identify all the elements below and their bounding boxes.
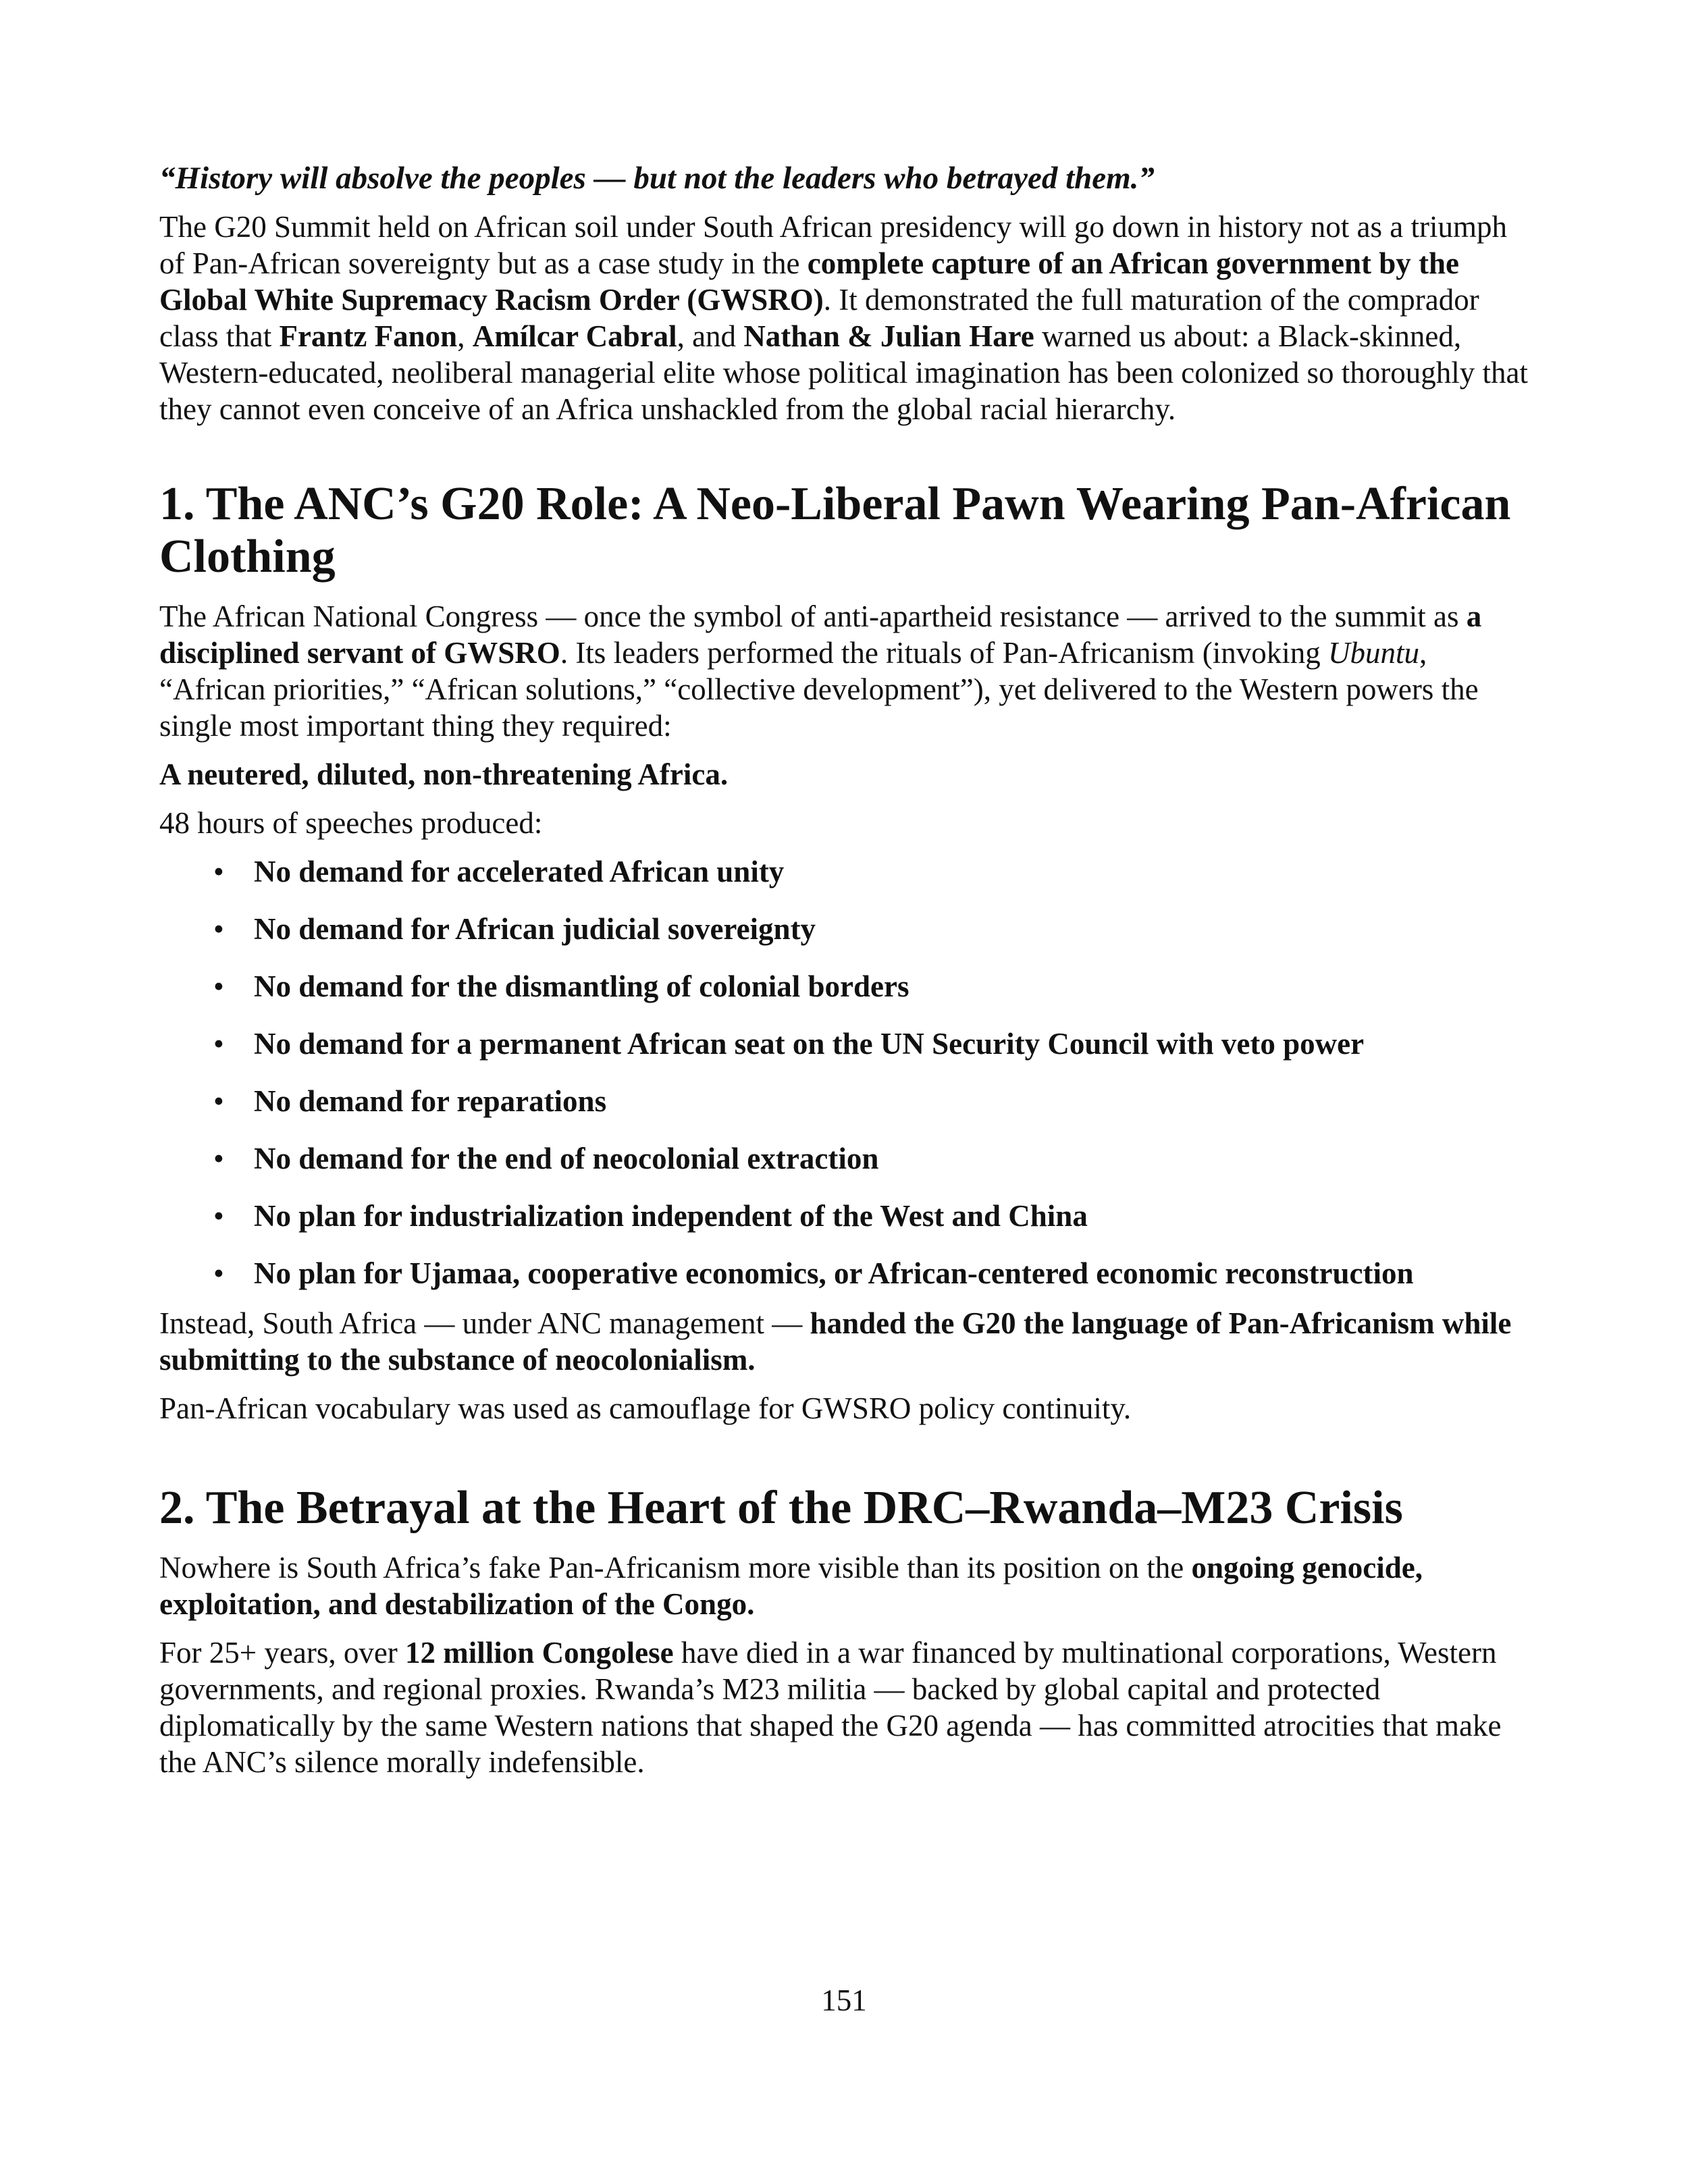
bullet-icon: • [213,969,224,1003]
list-item-text: No demand for accelerated African unity [254,855,785,888]
bullet-icon: • [213,1199,224,1233]
list-item-text: No plan for Ujamaa, cooperative economics, or African-centered economic reconstruction [254,1256,1414,1290]
section-1-paragraph-3: Pan-African vocabulary was used as camouflage for GWSRO policy continuity. [159,1391,1132,1425]
section-2-heading: 2. The Betrayal at the Heart of the DRC–Rwanda–M23 Crisis [159,1482,1403,1534]
list-item-text: No demand for a permanent African seat on the UN Security Council with veto power [254,1027,1365,1061]
list-item [159,1083,1537,1119]
section-1-paragraph-1 [159,598,1537,744]
epigraph-quote: “History will absolve the peoples — but not the leaders who betrayed them.” [159,161,1155,196]
section-1-heading: 1. The ANC’s G20 Role: A Neo-Liberal Pawn Wearing Pan-African Clothing [159,478,1511,583]
list-item [159,1140,1537,1177]
s2p2-text-2: have died in a war financed by multinational corporations, Western governments, and regional proxies. Rwanda’s M23 militia — backed by global capital and protected diplomatically by the same Western nations that shaped the G20 agenda — has committed atrocities that make the ANC’s silence morally indefensible. [159,1636,1502,1779]
list-item-text: No demand for reparations [254,1084,607,1118]
list-item [159,968,1537,1005]
intro-bold-hare: Nathan & Julian Hare [743,319,1034,353]
list-item [159,853,1537,890]
s1p2-bold-language: handed the G20 the language of Pan-Africanism while submitting to the substance of neocolonialism. [159,1306,1512,1377]
section-1-speeches-intro: 48 hours of speeches produced: [159,806,543,840]
section-2-paragraph-2 [159,1634,1537,1780]
list-item-text: No demand for African judicial sovereignty [254,912,816,946]
s1p1-italic-ubuntu: Ubuntu [1328,636,1419,670]
bullet-icon: • [213,1084,224,1118]
list-item-text: No plan for industrialization independent of the West and China [254,1199,1088,1233]
section-1-paragraph-2 [159,1305,1537,1378]
s1p1-text-1: The African National Congress — once the symbol of anti-apartheid resistance — arrived to the summit as [159,600,1467,633]
intro-bold-capture: complete capture of an African government by the Global White Supremacy Racism Order (GWSRO) [159,246,1459,317]
intro-paragraph [159,209,1537,427]
intro-text-2: . It demonstrated the full maturation of the comprador class that [159,283,1479,353]
intro-text-4: , and [677,319,744,353]
list-item [159,911,1537,947]
s1p1-text-3: , “African priorities,” “African solutions,” “collective development”), yet delivered to the Western powers the single most important thing they required: [159,636,1479,743]
bullet-icon: • [213,1142,224,1175]
bullet-icon: • [213,912,224,946]
document-page [159,159,1537,1792]
intro-bold-fanon: Frantz Fanon [279,319,458,353]
list-item-text: No demand for the dismantling of colonial borders [254,969,909,1003]
list-item [159,1026,1537,1062]
intro-text-3: , [457,319,473,353]
s1p1-text-2: . Its leaders performed the rituals of Pan-Africanism (invoking [560,636,1328,670]
bullet-icon: • [213,1256,224,1290]
s2p2-text-1: For 25+ years, over [159,1636,406,1670]
s2p2-bold-congolese: 12 million Congolese [405,1636,674,1670]
s2p1-text-1: Nowhere is South Africa’s fake Pan-Africanism more visible than its position on the [159,1551,1192,1584]
s1p2-text-1: Instead, South Africa — under ANC management — [159,1306,810,1340]
section-2-paragraph-1 [159,1549,1537,1622]
list-item [159,1255,1537,1291]
s2p1-bold-genocide: ongoing genocide, exploitation, and destabilization of the Congo. [159,1551,1423,1621]
intro-bold-cabral: Amílcar Cabral [472,319,677,353]
list-item-text: No demand for the end of neocolonial extraction [254,1142,879,1175]
bullet-icon: • [213,855,224,888]
intro-text-1: The G20 Summit held on African soil under South African presidency will go down in history not as a triumph of Pan-African sovereignty but as a case study in the [159,210,1507,280]
page-number: 151 [821,1983,867,2017]
intro-text-5: warned us about: a Black-skinned, Western-educated, neoliberal managerial elite whose political imagination has been colonized so thoroughly that they cannot even conceive of an Africa unshackled from the global racial hierarchy. [159,319,1528,426]
list-item [159,1198,1537,1234]
demands-list [159,853,1537,1291]
bullet-icon: • [213,1027,224,1061]
s1p1-bold-servant: a disciplined servant of GWSRO [159,600,1482,670]
section-1-emphasis: A neutered, diluted, non-threatening Africa. [159,757,729,791]
